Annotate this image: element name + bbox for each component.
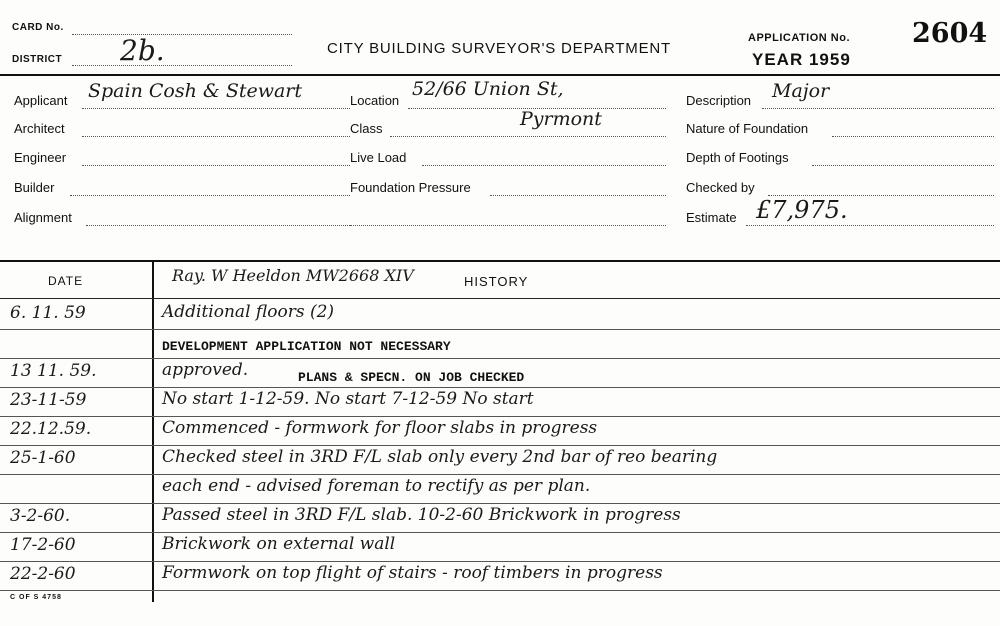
applicant-line bbox=[82, 108, 350, 109]
estimate-line bbox=[746, 225, 994, 226]
date-column-divider bbox=[152, 262, 154, 602]
history-row-date: 17-2-60 bbox=[10, 535, 76, 555]
architect-line bbox=[82, 136, 350, 137]
location-value: 52/66 Union St, bbox=[412, 78, 564, 100]
date-header: DATE bbox=[48, 274, 84, 288]
history-top-rule bbox=[0, 260, 1000, 262]
estimate-label: Estimate bbox=[686, 210, 737, 225]
history-row-date: 22-2-60 bbox=[10, 564, 76, 584]
history-row-entry: Passed steel in 3RD F/L slab. 10-2-60 Brickwork in progress bbox=[162, 505, 681, 525]
class-line bbox=[390, 136, 666, 137]
history-row-entry: each end - advised foreman to rectify as per plan. bbox=[162, 476, 591, 496]
inspector-note: Ray. W Heeldon MW2668 XIV bbox=[172, 266, 414, 285]
location-value-2: Pyrmont bbox=[520, 108, 602, 130]
checked-label: Checked by bbox=[686, 180, 755, 195]
district-dotted-line bbox=[72, 65, 292, 66]
form-code: C OF S 4758 bbox=[10, 594, 62, 601]
department-title: CITY BUILDING SURVEYOR'S DEPARTMENT bbox=[327, 40, 671, 57]
history-row-entry: DEVELOPMENT APPLICATION NOT NECESSARY bbox=[162, 339, 451, 354]
history-row-rule bbox=[0, 503, 1000, 504]
history-row-entry: Additional floors (2) bbox=[162, 302, 335, 322]
live-load-line bbox=[422, 165, 666, 166]
alignment-line bbox=[86, 225, 350, 226]
history-row-date: 13 11. 59. bbox=[10, 361, 97, 381]
builder-label: Builder bbox=[14, 180, 55, 195]
history-row-date: 6. 11. 59 bbox=[10, 303, 86, 323]
description-value: Major bbox=[772, 80, 830, 102]
history-row-entry: approved. bbox=[162, 360, 249, 380]
card-no-label: CARD No. bbox=[12, 22, 64, 33]
history-row-rule bbox=[0, 445, 1000, 446]
history-row-entry: No start 1-12-59. No start 7-12-59 No start bbox=[162, 389, 534, 409]
blank-line bbox=[350, 225, 666, 226]
plans-stamp: PLANS & SPECN. ON JOB CHECKED bbox=[298, 370, 525, 385]
foundation-pressure-label: Foundation Pressure bbox=[350, 180, 471, 195]
history-row-rule bbox=[0, 416, 1000, 417]
foundation-pressure-line bbox=[490, 195, 666, 196]
nature-line bbox=[832, 136, 994, 137]
history-row-entry: Checked steel in 3RD F/L slab only every 2nd bar of reo bearing bbox=[162, 447, 718, 467]
class-label: Class bbox=[350, 121, 383, 136]
history-row-rule bbox=[0, 387, 1000, 388]
history-row-date: 22.12.59. bbox=[10, 419, 92, 439]
card-no-dotted-line bbox=[72, 34, 292, 35]
district-label: DISTRICT bbox=[12, 54, 63, 65]
history-row-date: 25-1-60 bbox=[10, 448, 76, 468]
alignment-label: Alignment bbox=[14, 210, 72, 225]
history-header: HISTORY bbox=[464, 274, 529, 289]
applicant-label: Applicant bbox=[14, 93, 68, 108]
history-row-entry: Formwork on top flight of stairs - roof timbers in progress bbox=[162, 563, 663, 583]
description-line bbox=[762, 108, 994, 109]
history-row-rule bbox=[0, 358, 1000, 359]
depth-label: Depth of Footings bbox=[686, 150, 789, 165]
depth-line bbox=[812, 165, 994, 166]
engineer-line bbox=[82, 165, 350, 166]
history-row-entry: Brickwork on external wall bbox=[162, 534, 396, 554]
history-row-rule bbox=[0, 561, 1000, 562]
history-row-entry: Commenced - formwork for floor slabs in progress bbox=[162, 418, 598, 438]
estimate-value: £7,975. bbox=[756, 196, 848, 224]
live-load-label: Live Load bbox=[350, 150, 407, 165]
history-row-date: 23-11-59 bbox=[10, 390, 87, 410]
header-rule bbox=[0, 74, 1000, 76]
description-label: Description bbox=[686, 93, 752, 108]
applicant-value: Spain Cosh & Stewart bbox=[88, 80, 303, 102]
history-row-rule bbox=[0, 474, 1000, 475]
district-value: 2b. bbox=[120, 34, 165, 67]
history-row-rule bbox=[0, 329, 1000, 330]
location-label: Location bbox=[350, 93, 400, 108]
nature-label: Nature of Foundation bbox=[686, 121, 809, 136]
history-header-rule bbox=[0, 298, 1000, 299]
application-number: 2604 bbox=[912, 18, 988, 49]
year-label: YEAR 1959 bbox=[752, 50, 851, 69]
engineer-label: Engineer bbox=[14, 150, 67, 165]
history-row-date: 3-2-60. bbox=[10, 506, 71, 526]
history-row-rule bbox=[0, 590, 1000, 591]
builder-line bbox=[70, 195, 350, 196]
application-label: APPLICATION No. bbox=[748, 32, 851, 44]
history-row-rule bbox=[0, 532, 1000, 533]
architect-label: Architect bbox=[14, 121, 65, 136]
